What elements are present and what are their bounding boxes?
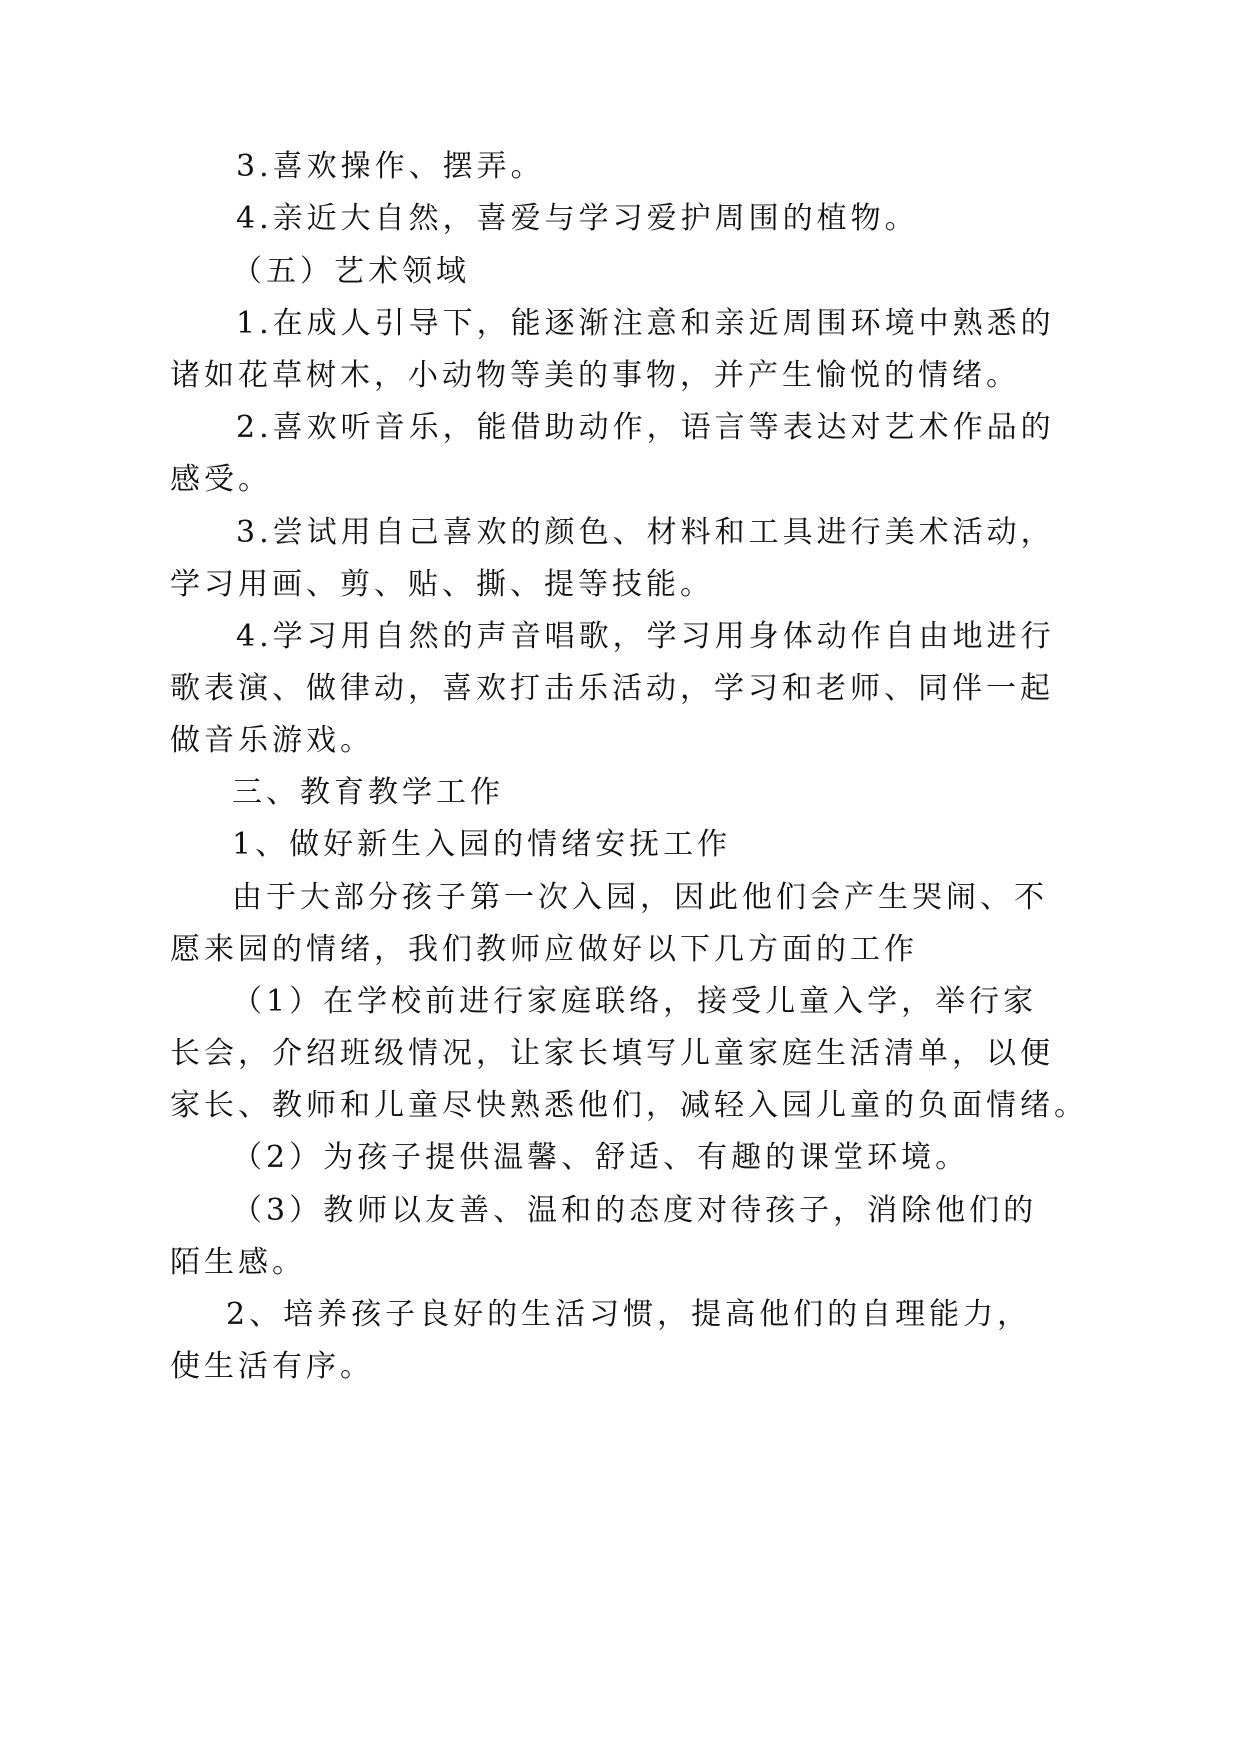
paragraph-line: 学习用画、剪、贴、撕、提等技能。 [170, 567, 714, 602]
paragraph-line: 愿来园的情绪，我们教师应做好以下几方面的工作 [170, 932, 918, 967]
paragraph-line: 4.亲近大自然，喜爱与学习爱护周围的植物。 [236, 201, 919, 236]
section-heading: （五）艺术领域 [232, 254, 470, 289]
paragraph-line: 1.在成人引导下，能逐渐注意和亲近周围环境中熟悉的 [236, 306, 1055, 341]
paragraph-line: 3.尝试用自己喜欢的颜色、材料和工具进行美术活动， [236, 515, 1055, 550]
paragraph-line: 家长、教师和儿童尽快熟悉他们，减轻入园儿童的负面情绪。 [170, 1088, 1088, 1123]
paragraph-line: 2.喜欢听音乐，能借助动作，语言等表达对艺术作品的 [236, 410, 1055, 445]
paragraph-line: 3.喜欢操作、摆弄。 [236, 149, 545, 184]
paragraph-line: 做音乐游戏。 [170, 723, 374, 758]
paragraph-line: 陌生感。 [170, 1245, 306, 1280]
paragraph-line: （1）在学校前进行家庭联络，接受儿童入学，举行家 [232, 984, 1038, 1019]
paragraph-line: 感受。 [170, 462, 272, 497]
paragraph-line: 4.学习用自然的声音唱歌，学习用身体动作自由地进行 [236, 619, 1055, 654]
paragraph-line: 长会，介绍班级情况，让家长填写儿童家庭生活清单，以便 [170, 1036, 1054, 1071]
subsection-heading: 1、做好新生入园的情绪安抚工作 [232, 827, 732, 862]
paragraph-line: 诸如花草树木，小动物等美的事物，并产生愉悦的情绪。 [170, 358, 1020, 393]
paragraph-line: 由于大部分孩子第一次入园，因此他们会产生哭闹、不 [232, 880, 1048, 915]
paragraph-line: 歌表演、做律动，喜欢打击乐活动，学习和老师、同伴一起 [170, 671, 1054, 706]
paragraph-line: 2、培养孩子良好的生活习惯，提高他们的自理能力， [226, 1297, 1032, 1332]
paragraph-line: （2）为孩子提供温馨、舒适、有趣的课堂环境。 [232, 1140, 970, 1175]
section-heading: 三、教育教学工作 [232, 775, 504, 810]
paragraph-line: 使生活有序。 [170, 1349, 374, 1384]
paragraph-line: （3）教师以友善、温和的态度对待孩子，消除他们的 [232, 1193, 1038, 1228]
